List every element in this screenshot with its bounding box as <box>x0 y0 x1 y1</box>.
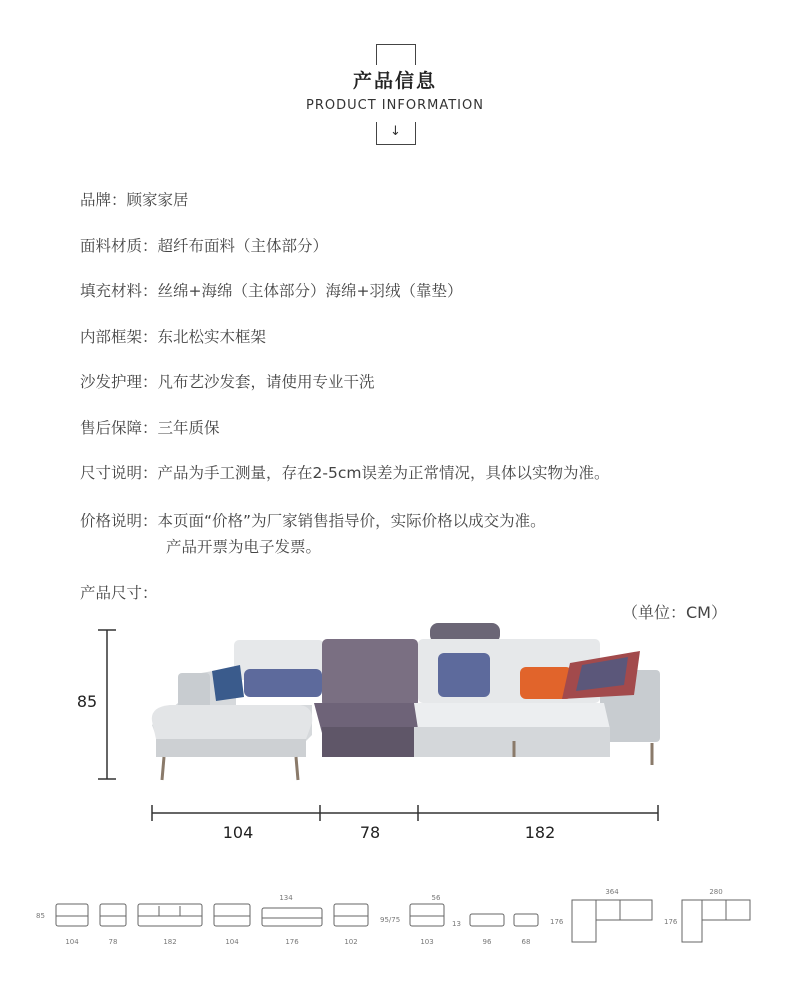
thumb-height-label: 176 <box>550 918 564 926</box>
thumb-layout-compact <box>682 900 750 942</box>
info-value: 产品开票为电子发票。 <box>166 538 322 556</box>
thumb-ottoman-large <box>470 914 504 926</box>
section-subtitle: PRODUCT INFORMATION <box>306 98 484 113</box>
width-value-right: 182 <box>524 823 556 842</box>
height-dimension <box>72 630 116 779</box>
thumb-height-label: 95/75 <box>380 916 401 924</box>
height-value: 85 <box>76 692 98 711</box>
middle-back-cushion <box>322 639 418 707</box>
thumb-ottoman-small <box>514 914 538 926</box>
info-filling <box>80 280 463 302</box>
info-label: 内部框架： <box>80 328 158 346</box>
info-care <box>80 371 375 393</box>
info-value: 超纤布面料（主体部分） <box>157 237 329 255</box>
thumb-height-label: 13 <box>452 920 461 928</box>
info-label: 品牌： <box>80 191 127 209</box>
size-label: 产品尺寸： <box>80 584 158 602</box>
thumb-height-label: 85 <box>36 912 45 920</box>
thumb-height-label: 176 <box>664 918 678 926</box>
thumb-width-label: 104 <box>225 938 239 946</box>
info-fabric <box>80 235 328 257</box>
sofa-dimension-diagram <box>0 615 790 855</box>
thumb-lounge-chair <box>410 904 444 926</box>
thumb-width-label: 104 <box>65 938 79 946</box>
info-size-note <box>80 462 609 484</box>
info-value: 顾家家居 <box>126 191 189 209</box>
thumb-top-width-label: 56 <box>431 894 441 902</box>
info-invoice <box>166 536 321 558</box>
thumb-layout-full <box>572 900 652 942</box>
info-warranty <box>80 417 220 439</box>
thumb-three-seat <box>138 904 202 926</box>
thumb-width-label: 96 <box>482 938 492 946</box>
thumb-top-width-label: 280 <box>709 888 723 896</box>
info-label: 价格说明： <box>80 512 158 530</box>
info-value: 丝绵+海绵（主体部分）海绵+羽绒（靠垫） <box>157 282 463 300</box>
thumb-width-label: 182 <box>163 938 177 946</box>
thumb-middle <box>100 904 126 926</box>
product-info-header <box>0 0 790 160</box>
thumb-corner <box>214 904 250 926</box>
info-label: 尺寸说明： <box>80 464 158 482</box>
pillow-blue-right <box>438 653 490 697</box>
thumb-width-label: 102 <box>344 938 358 946</box>
info-value: 凡布艺沙发套，请使用专业干洗 <box>157 373 375 391</box>
info-label: 填充材料： <box>80 282 158 300</box>
unit-label: （单位：CM） <box>622 603 727 622</box>
info-brand <box>80 189 189 211</box>
header-bracket-top <box>376 44 416 65</box>
down-arrow-icon: ↓ <box>390 124 401 139</box>
width-dimensions <box>152 805 658 842</box>
info-label: 面料材质： <box>80 237 158 255</box>
info-price <box>80 510 546 532</box>
sofa-image <box>152 623 660 780</box>
thumb-width-label: 103 <box>420 938 434 946</box>
thumb-width-label: 176 <box>285 938 299 946</box>
info-value: 三年质保 <box>157 419 220 437</box>
module-thumbnails <box>0 880 790 960</box>
info-value: 本页面“价格”为厂家销售指导价，实际价格以成交为准。 <box>157 512 546 530</box>
thumb-recliner <box>334 904 368 926</box>
thumb-armchair-left <box>56 904 88 926</box>
thumb-top-width-label: 134 <box>279 894 293 902</box>
section-title: 产品信息 <box>352 70 437 92</box>
thumb-chaise <box>262 908 322 926</box>
width-value-chaise: 104 <box>222 823 254 842</box>
pillow-blue-patterned <box>212 665 244 701</box>
width-value-middle: 78 <box>359 823 381 842</box>
info-label: 售后保障： <box>80 419 158 437</box>
thumb-width-label: 78 <box>108 938 118 946</box>
info-label: 沙发护理： <box>80 373 158 391</box>
pillow-blue <box>244 669 322 697</box>
info-value: 东北松实木框架 <box>157 328 267 346</box>
thumb-width-label: 68 <box>521 938 531 946</box>
info-value: 产品为手工测量，存在2-5cm误差为正常情况，具体以实物为准。 <box>157 464 610 482</box>
thumb-top-width-label: 364 <box>605 888 619 896</box>
info-frame <box>80 326 266 348</box>
